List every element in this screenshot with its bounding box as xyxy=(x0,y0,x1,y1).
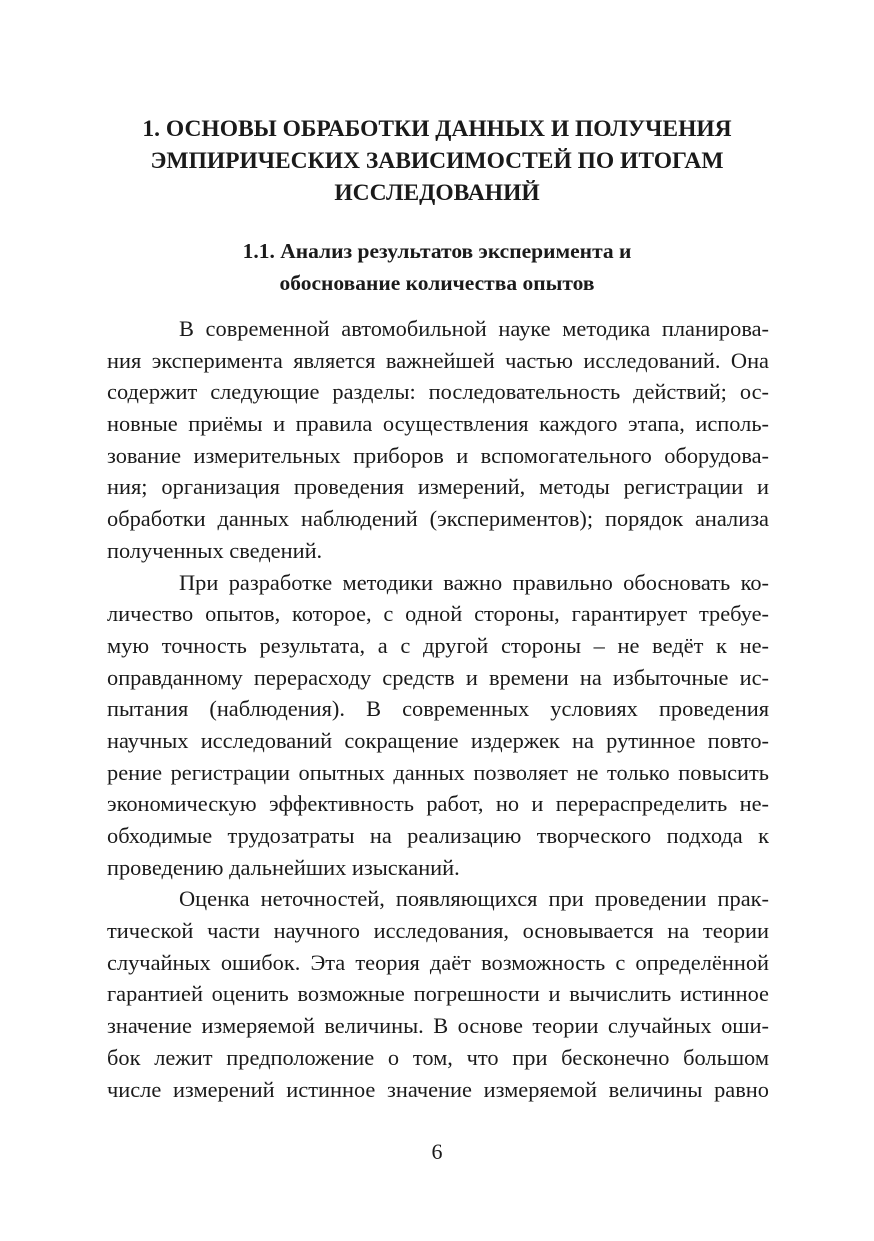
text-line: оправданному перерасходу средств и времени на избыточные ис- xyxy=(107,664,769,690)
body-text xyxy=(107,313,769,1105)
section-title-line: обоснование количества опытов xyxy=(279,271,595,295)
text-line: В современной автомобильной науке методика планирова- xyxy=(179,316,769,341)
text-line: числе измерений истинное значение измеряемой величины равно xyxy=(107,1076,769,1102)
section-title xyxy=(100,235,774,299)
text-line: значение измеряемой величины. В основе теории случайных оши- xyxy=(107,1013,769,1039)
text-line: новные приёмы и правила осуществления каждого этапа, исполь- xyxy=(107,411,769,437)
text-line: ния эксперимента является важнейшей частью исследований. Она xyxy=(107,347,769,373)
text-line: личество опытов, которое, с одной стороны, гарантирует требуе- xyxy=(107,601,769,627)
chapter-title-line: ИССЛЕДОВАНИЙ xyxy=(334,180,540,206)
text-line: случайных ошибок. Эта теория даёт возможность с определённой xyxy=(107,949,769,975)
chapter-title xyxy=(100,113,774,209)
text-line: обработки данных наблюдений (экспериментов); порядок анализа xyxy=(107,506,769,532)
text-line: научных исследований сокращение издержек на рутинное повто- xyxy=(107,727,769,753)
paragraph-2 xyxy=(107,567,769,884)
text-line: полученных сведений. xyxy=(107,537,323,563)
text-line: рение регистрации опытных данных позволяет не только повысить xyxy=(107,759,769,785)
text-line: зование измерительных приборов и вспомогательного оборудова- xyxy=(107,442,769,468)
text-line: проведению дальнейших изысканий. xyxy=(107,854,460,880)
text-line: экономическую эффективность работ, но и перераспределить не- xyxy=(107,791,769,817)
text-line: пытания (наблюдения). В современных условиях проведения xyxy=(107,696,769,722)
text-line: содержит следующие разделы: последовательность действий; ос- xyxy=(107,379,769,405)
text-line: ния; организация проведения измерений, методы регистрации и xyxy=(107,474,769,500)
text-line: Оценка неточностей, появляющихся при проведении прак- xyxy=(179,886,769,912)
text-line: мую точность результата, а с другой стороны – не ведёт к не- xyxy=(107,632,769,658)
text-line: При разработке методики важно правильно обосновать ко- xyxy=(179,569,769,595)
text-line: бок лежит предположение о том, что при бесконечно большом xyxy=(107,1044,769,1070)
text-line: тической части научного исследования, основывается на теории xyxy=(107,918,769,944)
text-line: обходимые трудозатраты на реализацию творческого подхода к xyxy=(107,823,769,848)
paragraph-3 xyxy=(107,883,769,1105)
paragraph-1 xyxy=(107,313,769,567)
chapter-title-line: 1. ОСНОВЫ ОБРАБОТКИ ДАННЫХ И ПОЛУЧЕНИЯ xyxy=(142,116,732,142)
section-title-line: 1.1. Анализ результатов эксперимента и xyxy=(242,239,632,263)
page-number: 6 xyxy=(431,1139,443,1164)
text-line: гарантией оценить возможные погрешности и вычислить истинное xyxy=(107,981,769,1007)
chapter-title-line: ЭМПИРИЧЕСКИХ ЗАВИСИМОСТЕЙ ПО ИТОГАМ xyxy=(150,148,724,174)
